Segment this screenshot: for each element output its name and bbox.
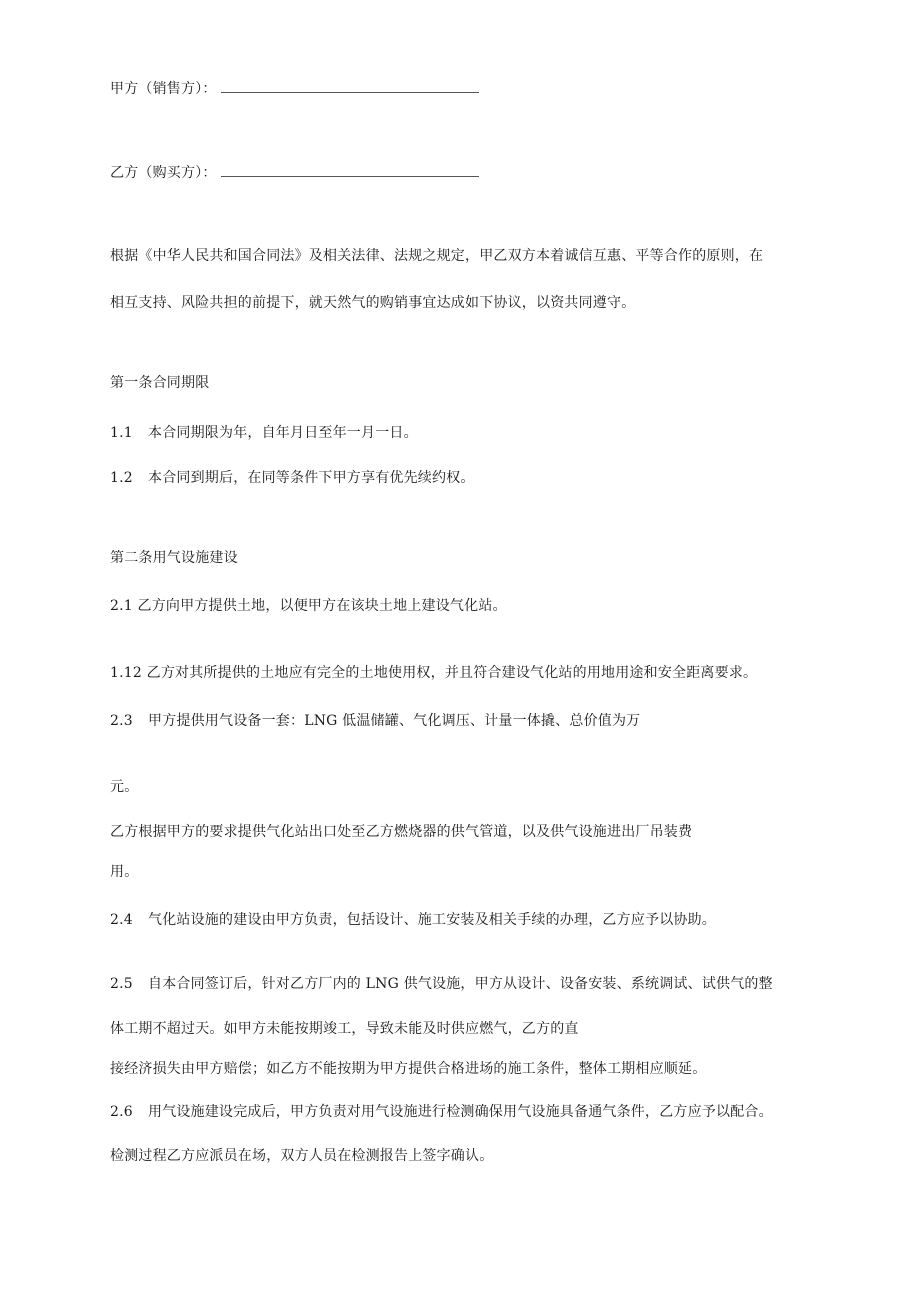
item-text: 本合同到期后，在同等条件下甲方享有优先续约权。: [148, 470, 475, 486]
article-2-item-2-6: [110, 1103, 773, 1121]
article-2-item-2-1: 2.1 乙方向甲方提供土地，以便甲方在该块土地上建设气化站。: [110, 598, 507, 614]
item-number: 1.1: [110, 425, 133, 441]
article-2-item-2-4: [110, 911, 716, 929]
preamble-line-2: 相互支持、风险共担的前提下，就天然气的购销事宜达成如下协议，以资共同遵守。: [110, 295, 636, 311]
article-1-item-2: [110, 469, 475, 487]
party-b-blank: [221, 164, 479, 177]
party-b-line: [110, 164, 479, 182]
article-2-item-2-3-b-cont: 用。: [110, 864, 139, 880]
article-2-item-2-3-cont: 元。: [110, 779, 139, 795]
item-number: 2.5: [110, 976, 133, 992]
party-a-line: [110, 80, 479, 98]
party-b-label: 乙方（购买方）：: [110, 165, 217, 181]
item-number: 2.6: [110, 1104, 133, 1120]
item-text: 本合同期限为年，自年月日至年一月一日。: [148, 425, 418, 441]
article-2-item-2-5-line-3: 接经济损失由甲方赔偿；如乙方不能按期为甲方提供合格进场的施工条件，整体工期相应顺延。: [110, 1061, 707, 1077]
article-2-item-1-12: 1.12 乙方对其所提供的土地应有完全的土地使用权，并且符合建设气化站的用地用途和安全距离要求。: [110, 665, 758, 681]
article-1-item-1: [110, 424, 418, 442]
article-2-item-2-5-line-2: 体工期不超过天。如甲方未能按期竣工，导致未能及时供应燃气，乙方的直: [110, 1021, 579, 1037]
item-text: 用气设施建设完成后，甲方负责对用气设施进行检测确保用气设施具备通气条件，乙方应予以配合。: [148, 1104, 773, 1120]
article-2-heading: 第二条用气设施建设: [110, 550, 238, 566]
article-2-item-2-6-line-2: 检测过程乙方应派员在场，双方人员在检测报告上签字确认。: [110, 1148, 494, 1164]
item-text: 自本合同签订后，针对乙方厂内的 LNG 供气设施，甲方从设计、设备安装、系统调试、试供气的整: [148, 976, 773, 992]
item-number: 1.2: [110, 470, 133, 486]
article-2-item-2-3-b: 乙方根据甲方的要求提供气化站出口处至乙方燃烧器的供气管道，以及供气设施进出厂吊装费: [110, 824, 693, 840]
article-1-heading: 第一条合同期限: [110, 375, 210, 391]
article-2-item-2-5: [110, 975, 773, 993]
party-a-blank: [221, 80, 479, 93]
item-text: 气化站设施的建设由甲方负责，包括设计、施工安装及相关手续的办理，乙方应予以协助。: [148, 912, 716, 928]
item-number: 2.4: [110, 912, 133, 928]
preamble-line-1: 根据《中华人民共和国合同法》及相关法律、法规之规定，甲乙双方本着诚信互惠、平等合作的原则，在: [110, 248, 764, 264]
item-number: 2.3: [110, 713, 133, 729]
item-text: 甲方提供用气设备一套：LNG 低温储罐、气化调压、计量一体撬、总价值为万: [148, 713, 641, 729]
party-a-label: 甲方（销售方）：: [110, 81, 217, 97]
article-2-item-2-3: [110, 712, 640, 730]
